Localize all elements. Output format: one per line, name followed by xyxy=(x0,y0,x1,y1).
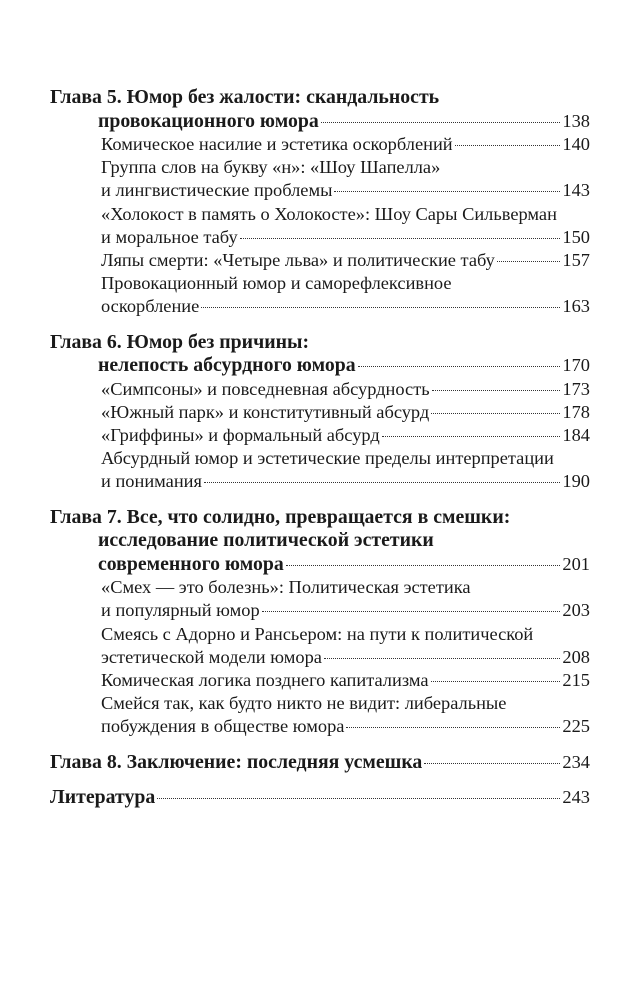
section-title: Смеясь с Адорно и Рансьером: на пути к политической xyxy=(101,623,534,644)
section-title: Группа слов на букву «н»: «Шоу Шапелла» xyxy=(101,157,441,178)
section-title: «Холокост в память о Холокосте»: Шоу Сары Сильверман xyxy=(101,203,557,224)
section-line xyxy=(50,133,590,156)
entry-spacer xyxy=(50,739,590,751)
dot-leader xyxy=(431,413,560,414)
chapter-line xyxy=(50,86,590,110)
dot-leader xyxy=(286,565,561,566)
section-line xyxy=(50,156,590,179)
chapter-title: Литература xyxy=(50,786,156,809)
section-line xyxy=(50,646,590,669)
section-line xyxy=(50,226,590,249)
chapter-title: провокационного юмора xyxy=(98,109,319,132)
chapter-title: исследование политической эстетики xyxy=(98,529,434,552)
section-title: и лингвистические проблемы xyxy=(101,180,333,201)
dot-leader xyxy=(240,238,561,239)
chapter-line xyxy=(50,354,590,378)
dot-leader xyxy=(455,145,561,146)
dot-leader xyxy=(324,658,560,659)
dot-leader xyxy=(262,611,561,612)
section-title: «Гриффины» и формальный абсурд xyxy=(101,425,380,446)
section-line xyxy=(50,401,590,424)
chapter-title: Глава 7. Все, что солидно, превращается в смешки: xyxy=(50,505,511,528)
dot-leader xyxy=(497,261,561,262)
page-number: 140 xyxy=(562,134,590,154)
section-title: Смейся так, как будто никто не видит: либеральные xyxy=(101,693,507,714)
section-title: Ляпы смерти: «Четыре льва» и политические табу xyxy=(101,250,495,271)
page-number: 243 xyxy=(562,787,590,808)
page-number: 138 xyxy=(562,110,590,131)
entry-spacer xyxy=(50,494,590,506)
section-title: эстетической модели юмора xyxy=(101,646,322,667)
page-number: 157 xyxy=(562,250,590,271)
dot-leader xyxy=(157,798,560,799)
section-title: и моральное табу xyxy=(101,226,238,247)
dot-leader xyxy=(432,390,561,391)
dot-leader xyxy=(321,122,561,123)
chapter-title: современного юмора xyxy=(98,552,284,575)
section-title: Комическое насилие и эстетика оскорблений xyxy=(101,134,453,154)
chapter-line xyxy=(50,751,590,775)
page-number: 184 xyxy=(562,425,590,446)
chapter-line xyxy=(50,786,590,810)
section-line xyxy=(50,715,590,738)
page-number: 225 xyxy=(562,716,590,737)
section-line xyxy=(50,272,590,295)
chapter-title: нелепость абсурдного юмора xyxy=(98,354,356,377)
section-line xyxy=(50,576,590,599)
dot-leader xyxy=(382,436,561,437)
section-line xyxy=(50,599,590,622)
chapter-line xyxy=(50,553,590,577)
table-of-contents xyxy=(50,86,590,810)
section-title: побуждения в обществе юмора xyxy=(101,716,345,737)
page-number: 163 xyxy=(562,296,590,317)
page-number: 173 xyxy=(562,378,590,399)
section-line xyxy=(50,179,590,202)
chapter-line xyxy=(50,110,590,134)
dot-leader xyxy=(424,763,560,764)
section-line xyxy=(50,249,590,272)
dot-leader xyxy=(201,307,560,308)
section-line xyxy=(50,692,590,715)
page-number: 215 xyxy=(562,669,590,690)
chapter-title: Глава 5. Юмор без жалости: скандальность xyxy=(50,86,440,108)
chapter-line xyxy=(50,506,590,530)
section-title: Провокационный юмор и саморефлексивное xyxy=(101,273,452,294)
section-title: Комическая логика позднего капитализма xyxy=(101,669,429,690)
section-line xyxy=(50,203,590,226)
dot-leader xyxy=(346,727,560,728)
section-line xyxy=(50,378,590,401)
page-number: 208 xyxy=(562,646,590,667)
chapter-title: Глава 6. Юмор без причины: xyxy=(50,330,310,353)
dot-leader xyxy=(431,681,561,682)
dot-leader xyxy=(204,482,560,483)
dot-leader xyxy=(358,366,561,367)
section-title: «Южный парк» и конститутивный абсурд xyxy=(101,401,430,422)
section-title: и понимания xyxy=(101,471,202,492)
section-line xyxy=(50,470,590,493)
section-line xyxy=(50,295,590,318)
section-title: Абсурдный юмор и эстетические пределы интерпретации xyxy=(101,448,554,469)
section-line xyxy=(50,424,590,447)
chapter-line xyxy=(50,529,590,553)
page-number: 201 xyxy=(562,553,590,574)
section-title: «Смех — это болезнь»: Политическая эстетика xyxy=(101,577,471,598)
section-title: «Симпсоны» и повседневная абсурдность xyxy=(101,378,430,399)
page-number: 150 xyxy=(562,226,590,247)
section-line xyxy=(50,669,590,692)
page-number: 203 xyxy=(562,600,590,621)
page-number: 234 xyxy=(562,751,590,772)
page-number: 178 xyxy=(562,401,590,422)
dot-leader xyxy=(334,191,560,192)
section-line xyxy=(50,623,590,646)
chapter-title: Глава 8. Заключение: последняя усмешка xyxy=(50,750,423,773)
page-number: 170 xyxy=(562,355,590,376)
section-title: оскорбление xyxy=(101,296,200,317)
page-number: 143 xyxy=(562,180,590,201)
chapter-line xyxy=(50,331,590,355)
entry-spacer xyxy=(50,319,590,331)
page-number: 190 xyxy=(562,471,590,492)
section-line xyxy=(50,447,590,470)
entry-spacer xyxy=(50,774,590,786)
section-title: и популярный юмор xyxy=(101,600,260,621)
